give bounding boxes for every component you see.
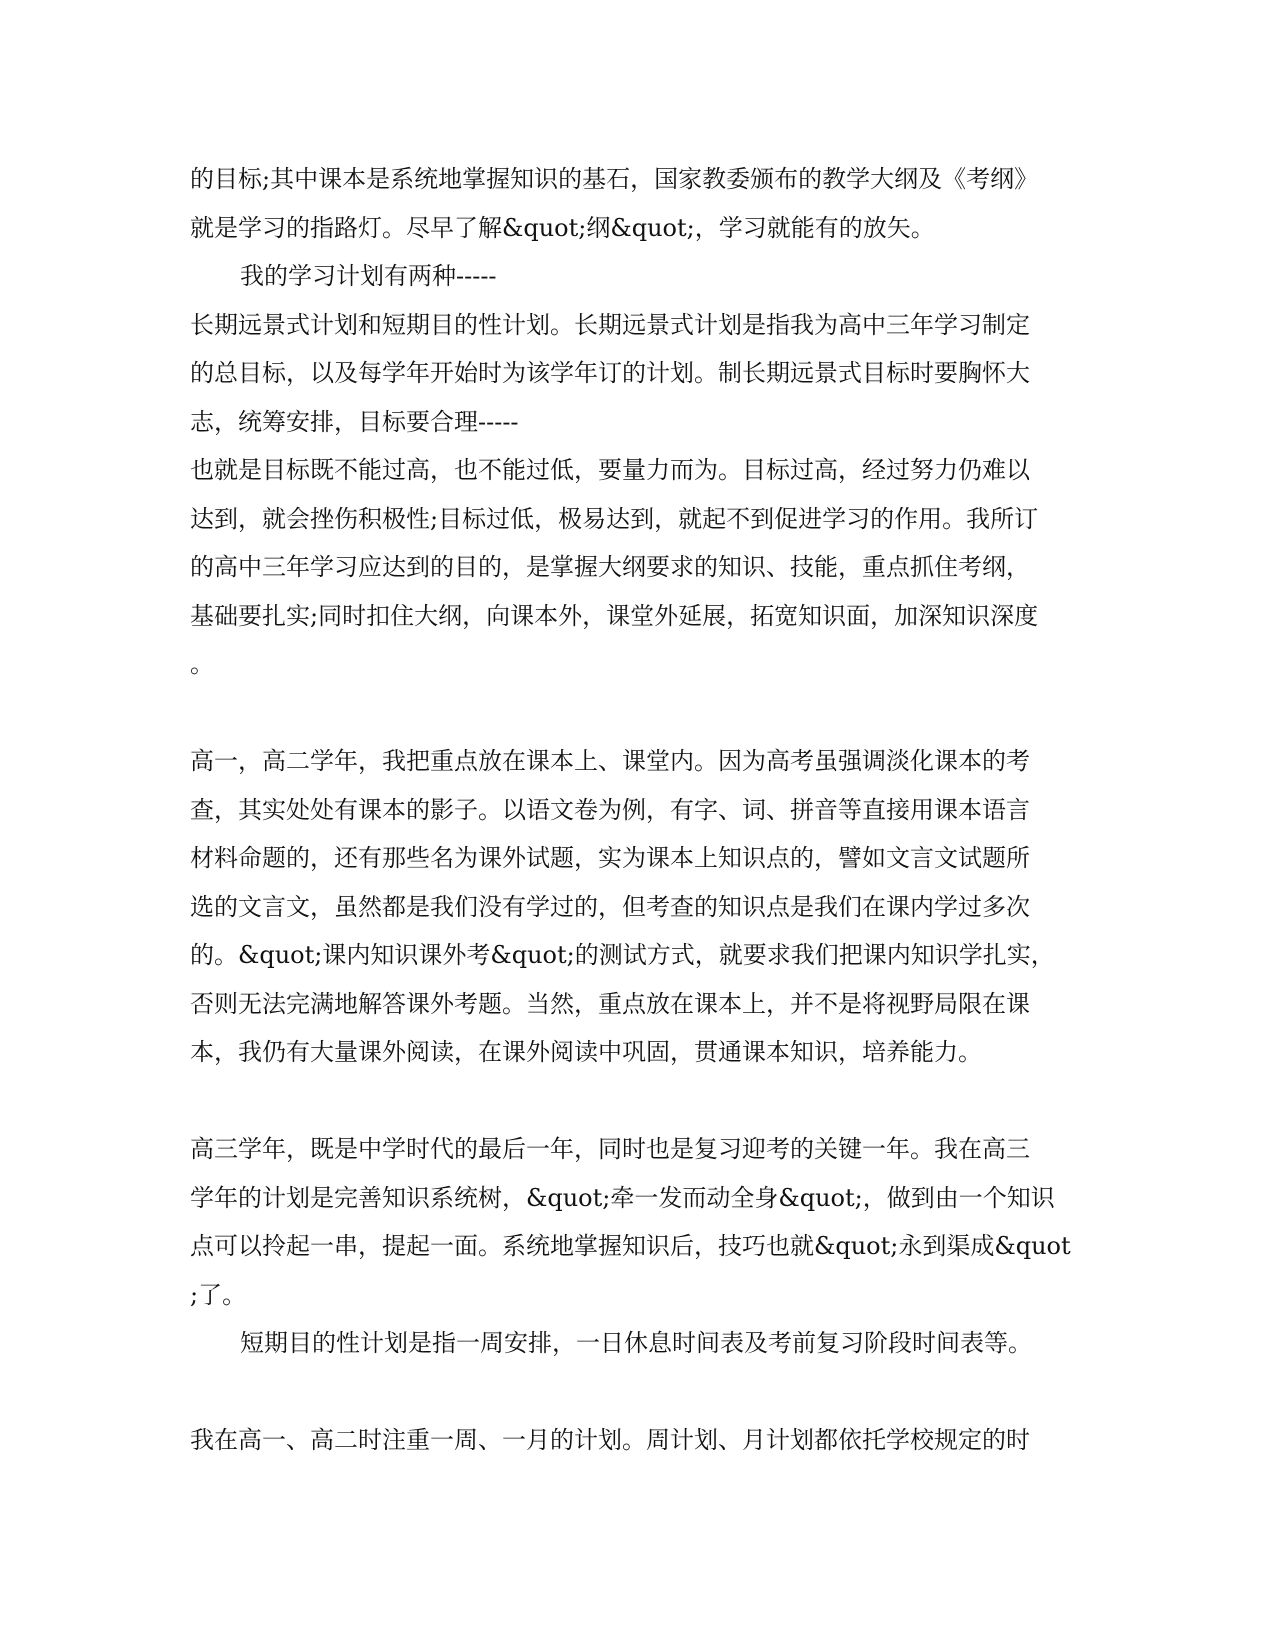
text-line: 志，统筹安排，目标要合理----- xyxy=(190,407,519,436)
text-line: 查，其实处处有课本的影子。以语文卷为例，有字、词、拼音等直接用课本语言 xyxy=(190,795,1030,824)
text-line: 否则无法完满地解答课外考题。当然，重点放在课本上，并不是将视野局限在课 xyxy=(190,989,1030,1018)
text-line: 的目标;其中课本是系统地掌握知识的基石，国家教委颁布的教学大纲及《考纲》 xyxy=(190,165,1039,193)
text-line: 。 xyxy=(190,650,214,678)
paragraph-gap xyxy=(190,1368,1090,1417)
text-line: ;了。 xyxy=(190,1280,247,1309)
text-line: 我在高一、高二时注重一周、一月的计划。周计划、月计划都依托学校规定的时 xyxy=(190,1426,1030,1454)
text-line: 我的学习计划有两种----- xyxy=(240,262,497,290)
text-line: 达到，就会挫伤积极性;目标过低，极易达到，就起不到促进学习的作用。我所订 xyxy=(190,504,1039,533)
text-line: 材料命题的，还有那些名为课外试题，实为课本上知识点的，譬如文言文试题所 xyxy=(190,844,1030,872)
text-line: 基础要扎实;同时扣住大纲，向课本外，课堂外延展，拓宽知识面，加深知识深度 xyxy=(190,601,1039,630)
paragraph-gap xyxy=(190,689,1090,738)
paragraph-gap xyxy=(190,1077,1090,1126)
text-line: 本，我仍有大量课外阅读，在课外阅读中巩固，贯通课本知识，培养能力。 xyxy=(190,1038,982,1066)
text-line: 高一，高二学年，我把重点放在课本上、课堂内。因为高考虽强调淡化课本的考 xyxy=(190,747,1030,775)
text-line: 点可以拎起一串，提起一面。系统地掌握知识后，技巧也就&quot;永到渠成&quot xyxy=(190,1232,1071,1260)
text-line: 的。&quot;课内知识课外考&quot;的测试方式，就要求我们把课内知识学扎实， xyxy=(190,941,1055,969)
text-line: 学年的计划是完善知识系统树，&quot;牵一发而动全身&quot;，做到由一个知识 xyxy=(190,1183,1055,1212)
text-line: 的高中三年学习应达到的目的，是掌握大纲要求的知识、技能，重点抓住考纲， xyxy=(190,553,1030,581)
document-body xyxy=(190,155,1090,1465)
text-line: 短期目的性计划是指一周安排，一日休息时间表及考前复习阶段时间表等。 xyxy=(240,1329,1032,1357)
text-line: 也就是目标既不能过高，也不能过低，要量力而为。目标过高，经过努力仍难以 xyxy=(190,456,1030,484)
text-line: 就是学习的指路灯。尽早了解&quot;纲&quot;，学习就能有的放矢。 xyxy=(190,213,935,242)
text-line: 选的文言文，虽然都是我们没有学过的，但考查的知识点是我们在课内学过多次 xyxy=(190,892,1030,921)
text-line: 长期远景式计划和短期目的性计划。长期远景式计划是指我为高中三年学习制定 xyxy=(190,310,1030,339)
text-line: 的总目标，以及每学年开始时为该学年订的计划。制长期远景式目标时要胸怀大 xyxy=(190,359,1030,387)
text-line: 高三学年，既是中学时代的最后一年，同时也是复习迎考的关键一年。我在高三 xyxy=(190,1135,1030,1163)
